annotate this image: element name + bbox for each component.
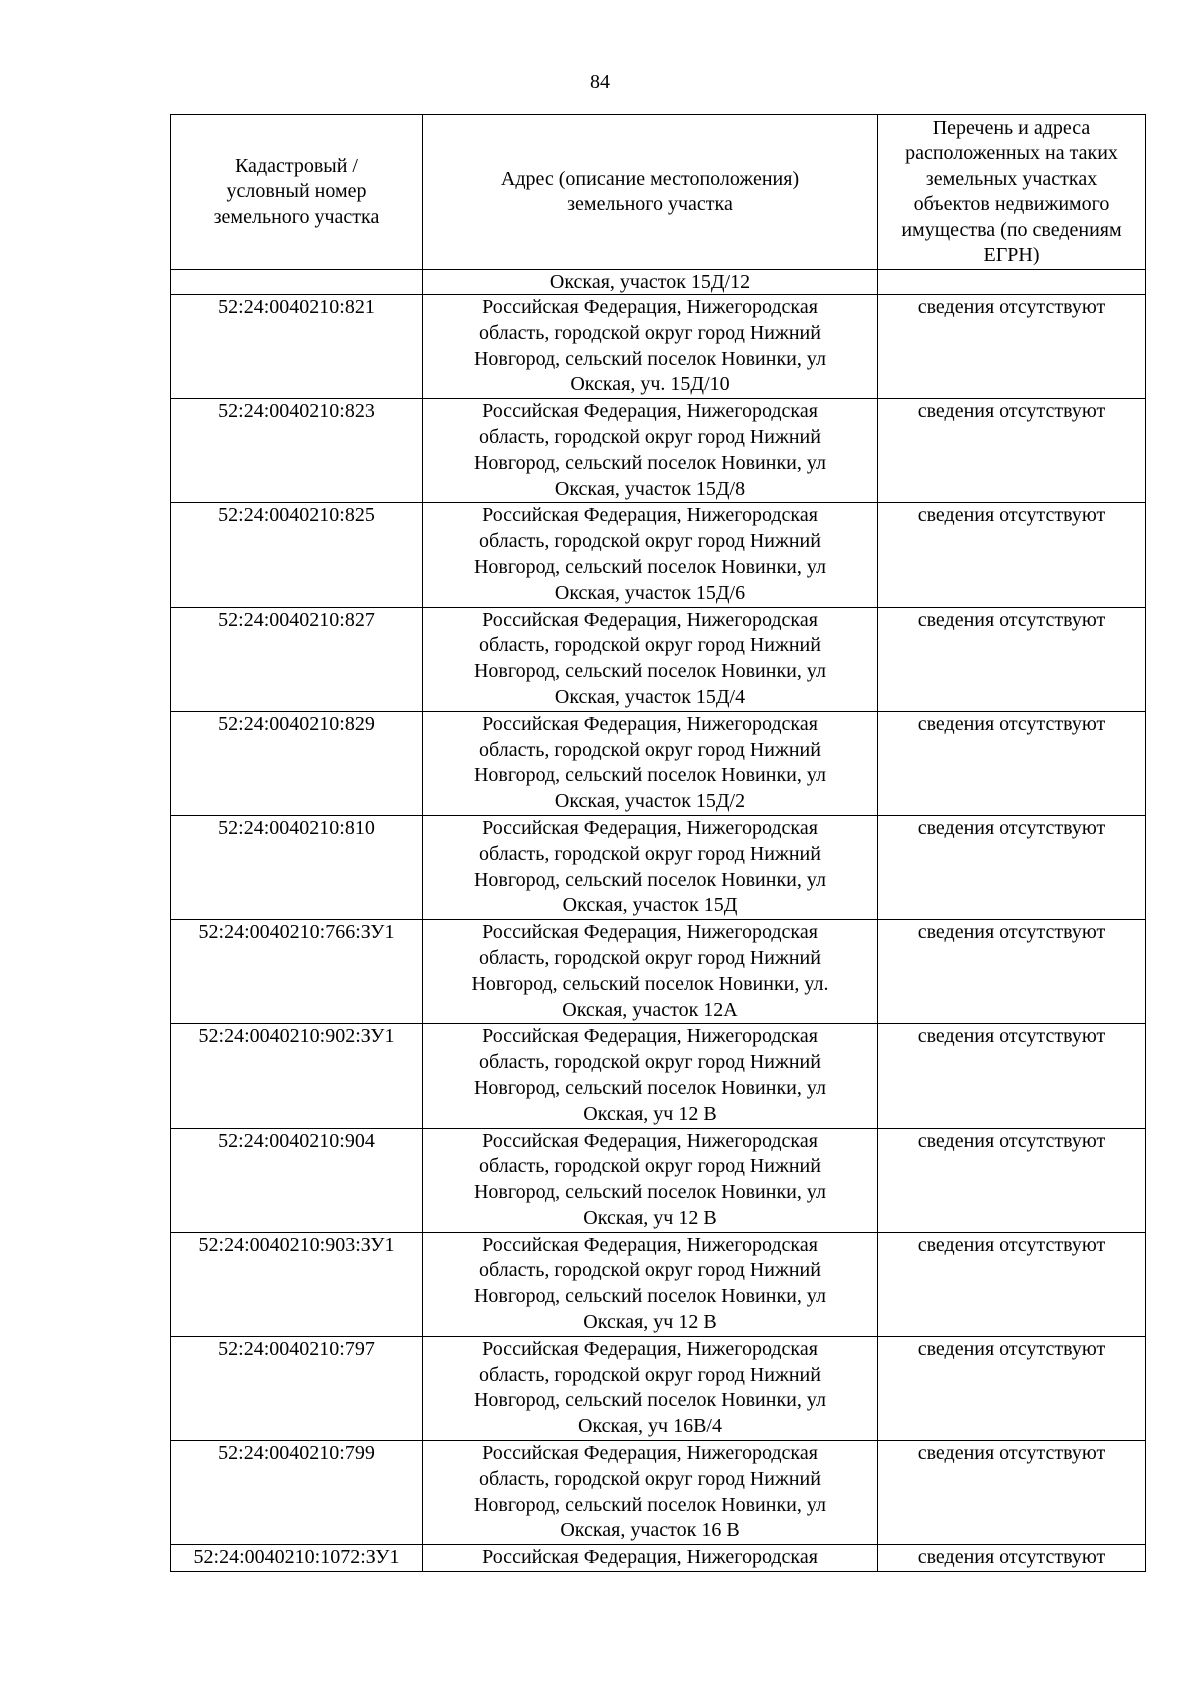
cell-objects: сведения отсутствуют: [878, 607, 1146, 711]
cell-objects: сведения отсутствуют: [878, 1336, 1146, 1440]
page-number: 84: [590, 71, 610, 93]
address-line: Новгород, сельский поселок Новинки, ул: [473, 451, 826, 474]
cell-address: [423, 1232, 878, 1336]
cell-address: [423, 503, 878, 607]
table-row: [171, 920, 1146, 1024]
address-line: Новгород, сельский поселок Новинки, ул: [473, 555, 826, 578]
address-line: Окская, участок 12А: [562, 998, 738, 1021]
address-line: Российская Федерация, Нижегородская: [482, 608, 818, 631]
address-line: Окская, участок 15Д/8: [554, 477, 746, 500]
land-plots-table: [170, 114, 1146, 1572]
cell-cadastral-number: 52:24:0040210:902:ЗУ1: [171, 1024, 423, 1128]
table-row: [171, 1232, 1146, 1336]
cell-address: Окская, участок 15Д/12: [423, 270, 878, 295]
cell-objects: сведения отсутствуют: [878, 1545, 1146, 1572]
cell-address: Российская Федерация, Нижегородская: [423, 1545, 878, 1572]
cell-objects: сведения отсутствуют: [878, 399, 1146, 503]
header-row: [171, 115, 1146, 270]
cell-cadastral-number: 52:24:0040210:797: [171, 1336, 423, 1440]
cell-address: [423, 607, 878, 711]
cell-cadastral-number: 52:24:0040210:799: [171, 1441, 423, 1545]
address-line: область, городской округ город Нижний: [479, 842, 821, 865]
cell-address: [423, 1336, 878, 1440]
cell-objects: сведения отсутствуют: [878, 920, 1146, 1024]
header-address: Адрес (описание местоположения) земельного участка: [423, 115, 878, 270]
cell-cadastral-number: 52:24:0040210:821: [171, 295, 423, 399]
address-line: Окская, участок 15Д/4: [554, 685, 746, 708]
address-line: область, городской округ город Нижний: [479, 1051, 821, 1074]
cell-cadastral-number: 52:24:0040210:903:ЗУ1: [171, 1232, 423, 1336]
cell-objects: сведения отсутствуют: [878, 1232, 1146, 1336]
address-line: Окская, уч 12 В: [583, 1206, 717, 1229]
table-row: [171, 1441, 1146, 1545]
cell-cadastral-number: 52:24:0040210:810: [171, 815, 423, 919]
address-line: Российская Федерация, Нижегородская: [482, 1129, 818, 1152]
address-line: область, городской округ город Нижний: [479, 738, 821, 761]
address-line: Российская Федерация, Нижегородская: [482, 1442, 818, 1465]
cell-objects: сведения отсутствуют: [878, 711, 1146, 815]
address-line: Российская Федерация, Нижегородская: [482, 296, 818, 318]
cell-cadastral-number: 52:24:0040210:904: [171, 1128, 423, 1232]
address-line: Новгород, сельский поселок Новинки, ул: [473, 868, 826, 891]
cell-objects: сведения отсутствуют: [878, 1128, 1146, 1232]
address-line: область, городской округ город Нижний: [479, 634, 821, 657]
cell-objects: сведения отсутствуют: [878, 1024, 1146, 1128]
table-row: [171, 607, 1146, 711]
address-line: Российская Федерация, Нижегородская: [482, 712, 818, 735]
cell-address: [423, 815, 878, 919]
address-line: область, городской округ город Нижний: [479, 1363, 821, 1386]
address-line: Окская, уч 12 В: [583, 1102, 717, 1125]
table-row: [171, 1128, 1146, 1232]
address-line: Окская, участок 15Д/6: [554, 581, 746, 604]
address-line: Новгород, сельский поселок Новинки, ул: [473, 660, 826, 683]
table-row: [171, 815, 1146, 919]
cell-address: [423, 399, 878, 503]
table-row-last: [171, 1545, 1146, 1572]
address-line: Новгород, сельский поселок Новинки, ул: [473, 764, 826, 787]
cell-address: [423, 920, 878, 1024]
cell-address: [423, 1128, 878, 1232]
address-line: область, городской округ город Нижний: [479, 425, 821, 448]
address-line: Окская, уч 12 В: [583, 1311, 717, 1334]
address-line: область, городской округ город Нижний: [479, 321, 821, 344]
address-line: Окская, участок 16 В: [560, 1519, 740, 1542]
address-line: Российская Федерация, Нижегородская: [482, 504, 818, 527]
table-row: [171, 1336, 1146, 1440]
address-line: Окская, уч. 15Д/10: [570, 373, 730, 396]
cell-cadastral-number: 52:24:0040210:1072:ЗУ1: [171, 1545, 423, 1572]
table-row: [171, 399, 1146, 503]
address-line: Новгород, сельский поселок Новинки, ул.: [471, 972, 829, 995]
address-line: Новгород, сельский поселок Новинки, ул: [473, 1285, 826, 1308]
cell-objects: сведения отсутствуют: [878, 1441, 1146, 1545]
address-line: область, городской округ город Нижний: [479, 1259, 821, 1282]
address-line: Новгород, сельский поселок Новинки, ул: [473, 1076, 826, 1099]
address-line: Российская Федерация, Нижегородская: [482, 1233, 818, 1256]
table-row-continuation: [171, 270, 1146, 295]
table-row: [171, 711, 1146, 815]
address-line: область, городской округ город Нижний: [479, 946, 821, 969]
address-line: Окская, уч 16В/4: [578, 1415, 722, 1438]
table-row: [171, 1024, 1146, 1128]
cell-address: [423, 1441, 878, 1545]
address-line: Окская, участок 15Д/2: [554, 790, 746, 813]
address-line: Новгород, сельский поселок Новинки, ул: [473, 1181, 826, 1204]
header-cadastral-number: Кадастровый / условный номер земельного участка: [171, 115, 423, 270]
cell-objects: сведения отсутствуют: [878, 503, 1146, 607]
address-line: область, городской округ город Нижний: [479, 1155, 821, 1178]
cell-cadastral-number: 52:24:0040210:827: [171, 607, 423, 711]
cell-objects: сведения отсутствуют: [878, 295, 1146, 399]
address-line: Российская Федерация, Нижегородская: [482, 1025, 818, 1048]
cell-cadastral-number: 52:24:0040210:766:ЗУ1: [171, 920, 423, 1024]
cell-cadastral-number: 52:24:0040210:823: [171, 399, 423, 503]
address-line: Российская Федерация, Нижегородская: [482, 1337, 818, 1360]
address-line: Новгород, сельский поселок Новинки, ул: [473, 347, 826, 370]
address-line: область, городской округ город Нижний: [479, 530, 821, 553]
address-line: Новгород, сельский поселок Новинки, ул: [473, 1493, 826, 1516]
address-line: Российская Федерация, Нижегородская: [482, 400, 818, 423]
address-line: Новгород, сельский поселок Новинки, ул: [473, 1389, 826, 1412]
table-row: [171, 503, 1146, 607]
address-line: Российская Федерация, Нижегородская: [482, 921, 818, 944]
cell-address: [423, 295, 878, 399]
cell-address: [423, 711, 878, 815]
table-body: [171, 270, 1146, 1572]
address-line: Российская Федерация, Нижегородская: [482, 816, 818, 839]
table-row: [171, 295, 1146, 399]
cell-cadastral-number: 52:24:0040210:829: [171, 711, 423, 815]
cell-address: [423, 1024, 878, 1128]
header-objects: Перечень и адреса расположенных на таких земельных участках объектов недвижимого имущества (по сведениям ЕГРН): [878, 115, 1146, 270]
cell-cadastral-number: [171, 270, 423, 295]
cell-objects: сведения отсутствуют: [878, 815, 1146, 919]
cell-cadastral-number: 52:24:0040210:825: [171, 503, 423, 607]
address-line: область, городской округ город Нижний: [479, 1467, 821, 1490]
cell-objects: [878, 270, 1146, 295]
address-line: Окская, участок 15Д: [562, 894, 738, 917]
table-header: [171, 115, 1146, 270]
